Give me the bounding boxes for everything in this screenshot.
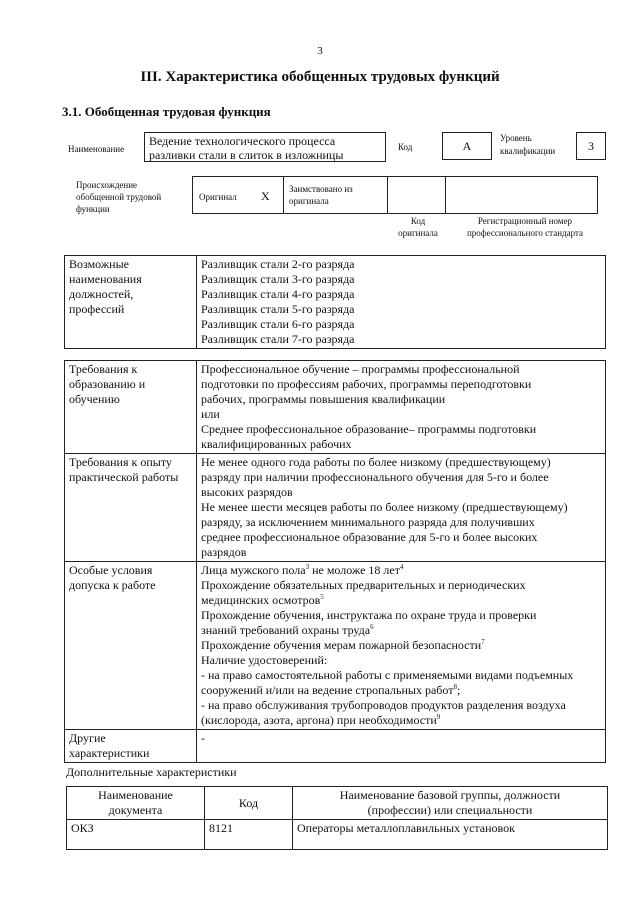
origin-label-line1: Происхождение (76, 180, 138, 190)
position-item: Разливщик стали 7-го разряда (201, 332, 355, 346)
special-line: Прохождение обязательных предварительных и периодических (201, 578, 526, 592)
positions-table (64, 255, 606, 349)
special-label-line: Особые условия (69, 563, 153, 577)
original-mark: X (261, 189, 270, 203)
add-row-code: 8121 (205, 820, 293, 850)
edu-line: подготовки по профессиям рабочих, программы переподготовки (201, 377, 532, 391)
name-value-line2: разливки стали в слиток в изложницы (149, 148, 344, 162)
code-caption-line2: оригинала (398, 228, 438, 238)
exp-label-line: Требования к опыту (69, 455, 172, 469)
exp-value-cell (197, 454, 606, 562)
origin-divider-1 (283, 177, 284, 213)
exp-line: разряду при наличии профессионального обучения для 5-го и более (201, 470, 549, 484)
code-label: Код (398, 142, 413, 152)
section-title: III. Характеристика обобщенных трудовых функций (140, 69, 500, 85)
code-caption-line1: Код (410, 216, 426, 226)
special-line: Прохождение обучения мерам пожарной безопасности$^7$ (201, 638, 485, 652)
other-label-line: характеристики (69, 746, 150, 760)
positions-label-line: должностей, (69, 287, 134, 301)
exp-label-cell (65, 454, 197, 562)
subsection-title: 3.1. Обобщенная трудовая функция (62, 104, 271, 119)
special-line: сооружений и/или на ведение стропальных работ$^8$; (201, 683, 461, 697)
position-item: Разливщик стали 3-го разряда (201, 272, 355, 286)
position-item: Разливщик стали 6-го разряда (201, 317, 355, 331)
edu-line: Профессиональное обучение – программы профессиональной (201, 362, 520, 376)
edu-label-line: обучению (69, 392, 120, 406)
origin-divider-2 (387, 177, 388, 213)
add-row-name: Операторы металлоплавильных установок (293, 820, 608, 850)
edu-line: рабочих, программы повышения квалификации (201, 392, 446, 406)
borrowed-line1: Заимствовано из (289, 184, 353, 194)
edu-line: или (201, 407, 220, 421)
special-line: Прохождение обучения, инструктажа по охране труда и проверки (201, 608, 537, 622)
special-line: знаний требований охраны труда$^6$ (201, 623, 374, 637)
position-item: Разливщик стали 4-го разряда (201, 287, 355, 301)
reg-caption-line1: Регистрационный номер (477, 216, 573, 226)
edu-label-line: образованию и (69, 377, 146, 391)
positions-values-cell (197, 256, 606, 349)
positions-label-line: Возможные (69, 257, 129, 271)
special-line: (кислорода, азота, аргона) при необходимости$^9$ (201, 713, 441, 727)
special-line: - на право обслуживания трубопроводов продуктов разделения воздуха (201, 698, 566, 712)
edu-line: Среднее профессиональное образование– программы подготовки (201, 422, 537, 436)
name-value-line1: Ведение технологического процесса (149, 134, 336, 148)
special-label-line: допуска к работе (69, 578, 156, 592)
exp-line: высоких разрядов (201, 485, 293, 499)
edu-label-cell (65, 361, 197, 454)
exp-label-line: практической работы (69, 470, 179, 484)
other-value-cell: - (197, 730, 606, 763)
page-number: 3 (317, 45, 323, 57)
special-line: - на право самостоятельной работы с применяемыми видами подъемных (201, 668, 574, 682)
add-row-doc: ОКЗ (67, 820, 205, 850)
add-col2-header: Код (205, 787, 293, 820)
other-label-cell (65, 730, 197, 763)
exp-line: Не менее одного года работы по более низкому (предшествующему) (201, 455, 551, 469)
special-line: Лица мужского пола$^3$ не моложе 18 лет$^4$ (201, 563, 404, 577)
origin-label-line3: функции (76, 204, 110, 214)
position-item: Разливщик стали 2-го разряда (201, 257, 355, 271)
edu-label-line: Требования к (69, 362, 138, 376)
position-item: Разливщик стали 5-го разряда (201, 302, 355, 316)
level-label-line2: квалификации (500, 146, 556, 156)
name-label: Наименование (68, 144, 125, 154)
special-line: Наличие удостоверений: (201, 653, 328, 667)
edu-line: квалифицированных рабочих (201, 437, 352, 451)
origin-label-line2: обобщенной трудовой (76, 192, 162, 202)
level-label-line1: Уровень (500, 133, 532, 143)
exp-line: Не менее шести месяцев работы по более низкому (предшествующему) (201, 500, 568, 514)
origin-divider-3 (445, 177, 446, 213)
exp-line: среднее профессиональное образование для 5-го и более высоких (201, 530, 538, 544)
special-label-cell (65, 562, 197, 730)
other-label-line: Другие (69, 731, 106, 745)
reg-caption-line2: профессионального стандарта (466, 228, 584, 238)
special-value-cell (197, 562, 606, 730)
name-value-box (144, 132, 386, 162)
add-col3-header: Наименование базовой группы, должности (профессии) или специальности (293, 787, 608, 820)
requirements-table (64, 360, 606, 763)
add-col1-header: Наименование документа (67, 787, 205, 820)
origin-table (192, 176, 598, 214)
additional-table (66, 786, 608, 850)
original-label: Оригинал (199, 192, 237, 202)
positions-label-line: профессий (69, 302, 125, 316)
special-line: медицинских осмотров$^5$ (201, 593, 324, 607)
positions-label-cell (65, 256, 197, 349)
additional-title: Дополнительные характеристики (66, 765, 237, 779)
positions-label-line: наименования (69, 272, 142, 286)
borrowed-line2: оригинала (289, 196, 329, 206)
code-value: А (442, 132, 492, 160)
exp-line: разряду, за исключением минимального разряда для получивших (201, 515, 535, 529)
edu-value-cell (197, 361, 606, 454)
exp-line: разрядов (201, 545, 247, 559)
level-value: 3 (576, 132, 606, 160)
